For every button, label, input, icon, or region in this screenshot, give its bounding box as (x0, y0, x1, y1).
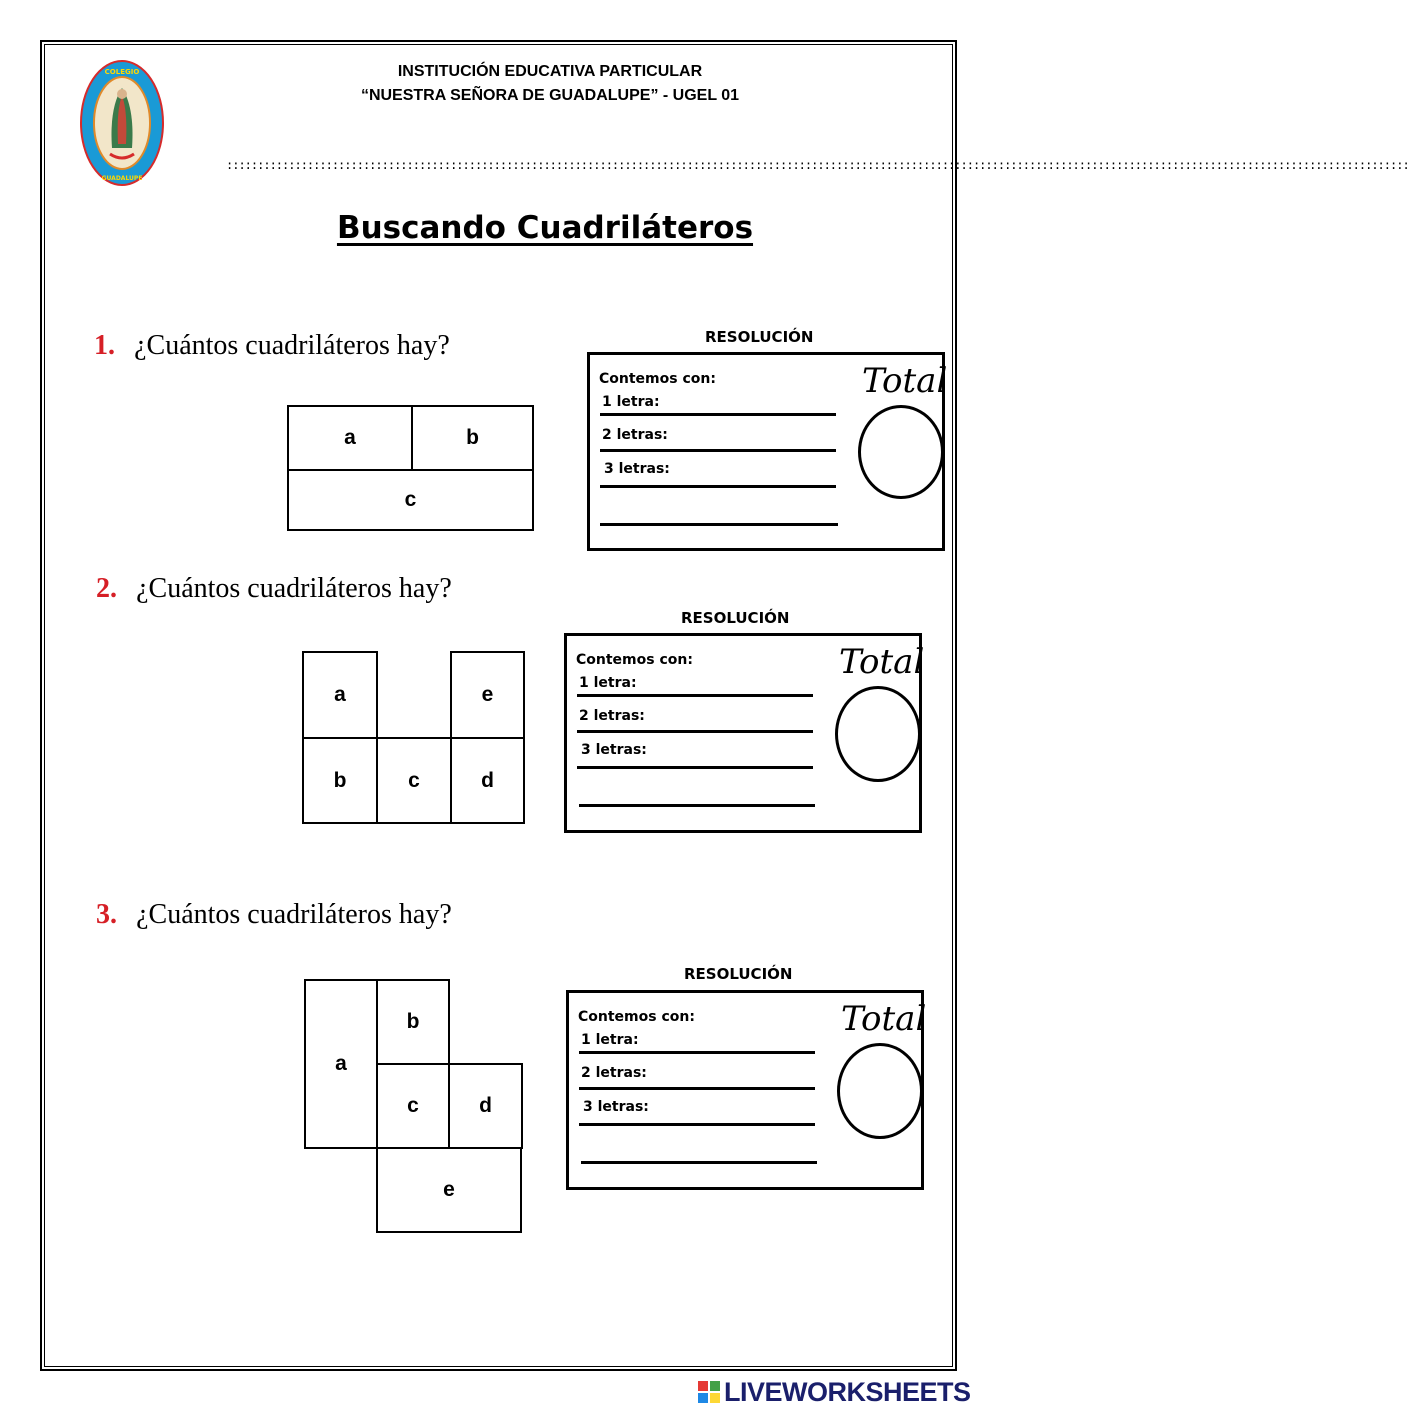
resolution-1-label-2: 2 letras: (602, 427, 668, 443)
resolution-1-label-3: 3 letras: (604, 461, 670, 477)
figure-3-cell-c: c (376, 1063, 450, 1149)
resolution-1-label-1: 1 letra: (602, 394, 660, 410)
figure-2-cell-c: c (376, 737, 452, 824)
resolution-2-answer-line-1[interactable] (577, 694, 813, 697)
resolution-2-label-2: 2 letras: (579, 708, 645, 724)
resolution-1-intro: Contemos con: (599, 371, 716, 387)
resolution-1-answer-line-4[interactable] (600, 523, 838, 526)
resolution-2-intro: Contemos con: (576, 652, 693, 668)
resolution-1-answer-line-1[interactable] (600, 413, 836, 416)
resolution-3-answer-line-1[interactable] (579, 1051, 815, 1054)
resolution-box-1 (587, 352, 948, 551)
question-1-number: 1. (94, 330, 115, 361)
figure-1 (287, 405, 534, 531)
resolution-3-answer-line-4[interactable] (581, 1161, 817, 1164)
resolution-3-label-3: 3 letras: (583, 1099, 649, 1115)
school-name-line1: INSTITUCIÓN EDUCATIVA PARTICULAR (397, 63, 703, 80)
question-2-text: ¿Cuántos cuadriláteros hay? (136, 573, 452, 604)
resolution-label-2: RESOLUCIÓN (681, 609, 790, 627)
resolution-3-intro: Contemos con: (578, 1009, 695, 1025)
resolution-2-label-3: 3 letras: (581, 742, 647, 758)
resolution-2-total-circle[interactable] (835, 686, 921, 782)
figure-1-cell-c: c (287, 469, 534, 531)
resolution-2-answer-line-2[interactable] (577, 730, 813, 733)
figure-3-cell-d: d (448, 1063, 523, 1149)
resolution-3-answer-line-2[interactable] (579, 1087, 815, 1090)
svg-text:COLEGIO: COLEGIO (104, 68, 140, 76)
resolution-3-label-2: 2 letras: (581, 1065, 647, 1081)
resolution-3-total-label: Total (841, 999, 927, 1039)
resolution-2-answer-line-4[interactable] (579, 804, 815, 807)
svg-text:GUADALUPE: GUADALUPE (101, 175, 143, 182)
figure-1-cell-b: b (411, 405, 534, 471)
header-separator: :::::::::::::::::::::::::::::::::::::::::::::::::::::::::::::::::::::::::::::::::::::::::::::::::::::::::::::::::::::::::::::::::::::::::::::::::::::::::::::::::::::::::::::::::::::::::::::: (226, 158, 1409, 172)
question-2 (96, 573, 452, 605)
resolution-3-answer-line-3[interactable] (579, 1123, 815, 1126)
resolution-2-label-1: 1 letra: (579, 675, 637, 691)
resolution-1-total-circle[interactable] (858, 405, 944, 499)
resolution-3-label-1: 1 letra: (581, 1032, 639, 1048)
resolution-label-3: RESOLUCIÓN (684, 965, 793, 983)
resolution-2-total-label: Total (839, 642, 925, 682)
figure-1-cell-a: a (287, 405, 413, 471)
liveworksheets-brand[interactable]: LIVEWORKSHEETS (724, 1377, 971, 1407)
resolution-1-answer-line-2[interactable] (600, 449, 836, 452)
resolution-label-1: RESOLUCIÓN (705, 328, 814, 346)
figure-2-cell-e: e (450, 651, 525, 739)
resolution-box-2 (564, 633, 925, 833)
figure-2-cell-a: a (302, 651, 378, 739)
question-2-number: 2. (96, 573, 117, 604)
school-logo (80, 60, 164, 186)
resolution-3-total-circle[interactable] (837, 1043, 923, 1139)
resolution-1-total-label: Total (862, 361, 948, 401)
question-3-number: 3. (96, 899, 117, 930)
figure-2-cell-b: b (302, 737, 378, 824)
question-3-text: ¿Cuántos cuadriláteros hay? (136, 899, 452, 930)
resolution-2-answer-line-3[interactable] (577, 766, 813, 769)
school-name-line2: “NUESTRA SEÑORA DE GUADALUPE” - UGEL 01 (360, 87, 740, 104)
question-1 (94, 330, 450, 362)
figure-3-cell-e: e (376, 1147, 522, 1233)
resolution-1-answer-line-3[interactable] (600, 485, 836, 488)
figure-3-cell-a: a (304, 979, 378, 1149)
figure-3 (304, 979, 523, 1233)
resolution-box-3 (566, 990, 927, 1190)
figure-2 (302, 651, 525, 824)
liveworksheets-logo-icon (698, 1381, 720, 1403)
worksheet-title: Buscando Cuadriláteros (336, 210, 754, 246)
figure-2-cell-d: d (450, 737, 525, 824)
question-3 (96, 899, 452, 931)
question-1-text: ¿Cuántos cuadriláteros hay? (134, 330, 450, 361)
figure-3-cell-b: b (376, 979, 450, 1065)
